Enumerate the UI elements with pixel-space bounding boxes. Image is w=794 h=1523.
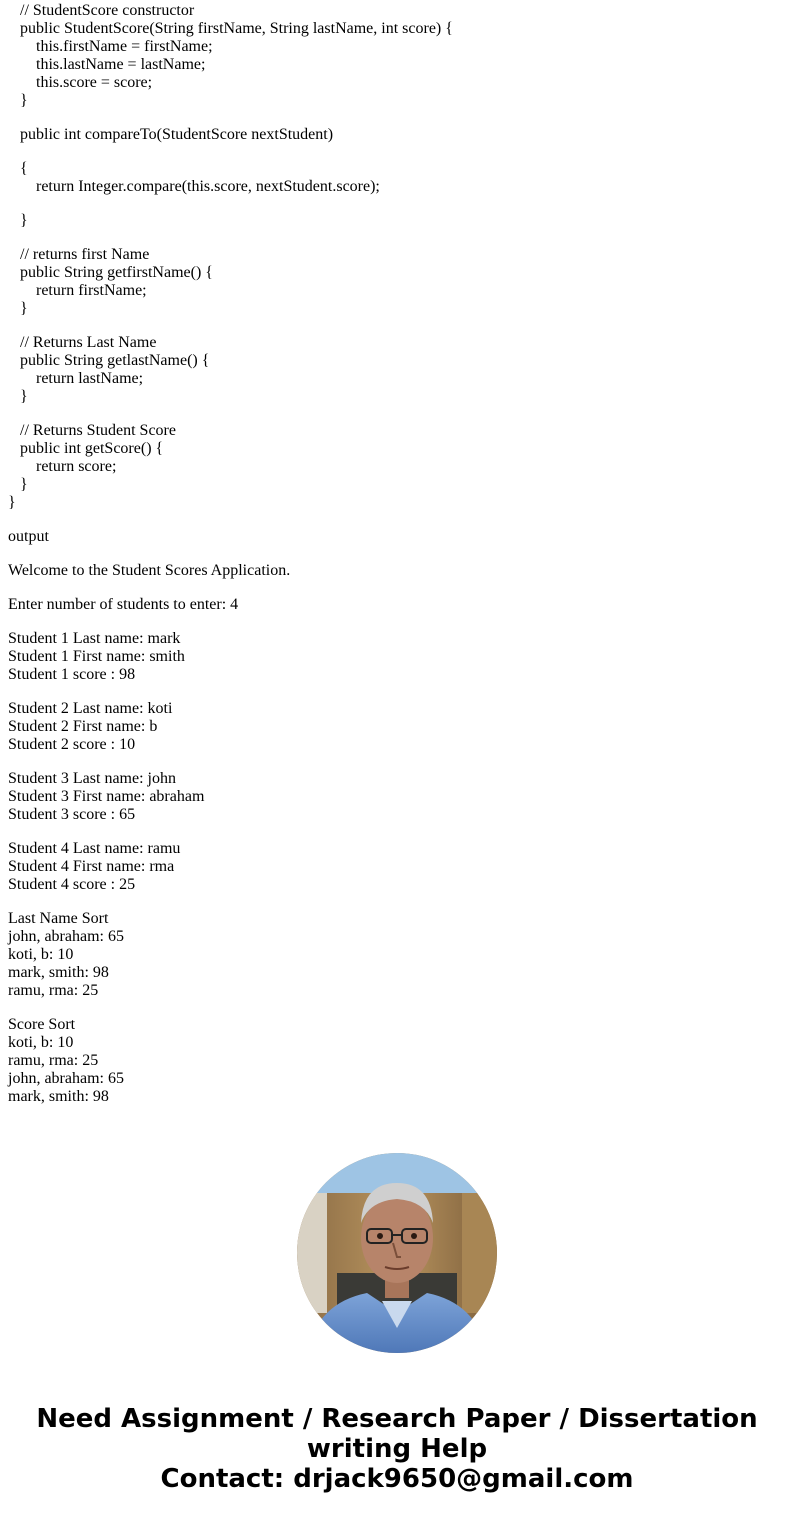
promo-line: writing Help xyxy=(306,1434,488,1464)
code-line: return score; xyxy=(36,458,117,475)
student-score: Student 1 score : 98 xyxy=(8,666,136,683)
student-count-prompt: Enter number of students to enter: 4 xyxy=(8,596,239,613)
student-last-name: Student 2 Last name: koti xyxy=(8,700,173,717)
student-score: Student 3 score : 65 xyxy=(8,806,136,823)
student-last-name: Student 1 Last name: mark xyxy=(8,630,181,647)
code-line: } xyxy=(8,494,16,511)
code-line: public int compareTo(StudentScore nextStudent) xyxy=(20,126,334,143)
welcome-text: Welcome to the Student Scores Application. xyxy=(8,562,291,579)
code-line: } xyxy=(20,212,28,229)
student-score: Student 2 score : 10 xyxy=(8,736,136,753)
code-line: return Integer.compare(this.score, nextStudent.score); xyxy=(36,178,380,195)
code-line: public int getScore() { xyxy=(20,440,164,457)
output-heading: output xyxy=(8,528,49,545)
sorted-row: ramu, rma: 25 xyxy=(8,1052,99,1069)
avatar-portrait-icon xyxy=(297,1153,497,1353)
code-line: public String getlastName() { xyxy=(20,352,210,369)
code-comment: // returns first Name xyxy=(20,246,150,263)
avatar xyxy=(297,1153,497,1353)
student-first-name: Student 3 First name: abraham xyxy=(8,788,205,805)
student-last-name: Student 3 Last name: john xyxy=(8,770,176,787)
code-line: { xyxy=(20,160,28,177)
sorted-row: john, abraham: 65 xyxy=(8,928,124,945)
code-comment: // Returns Last Name xyxy=(20,334,157,351)
code-line: public String getfirstName() { xyxy=(20,264,213,281)
student-last-name: Student 4 Last name: ramu xyxy=(8,840,181,857)
student-entry xyxy=(8,840,788,894)
code-line: } xyxy=(20,92,28,109)
student-first-name: Student 2 First name: b xyxy=(8,718,158,735)
promo-banner xyxy=(0,1404,794,1494)
student-entry xyxy=(8,630,788,684)
document-body xyxy=(8,2,788,1106)
sorted-row: mark, smith: 98 xyxy=(8,964,109,981)
section-title: Last Name Sort xyxy=(8,910,109,927)
sorted-row: koti, b: 10 xyxy=(8,946,74,963)
student-entry xyxy=(8,700,788,754)
sorted-row: john, abraham: 65 xyxy=(8,1070,124,1087)
code-line: this.score = score; xyxy=(36,74,153,91)
code-line: } xyxy=(20,476,28,493)
sorted-row: mark, smith: 98 xyxy=(8,1088,109,1105)
code-line: this.firstName = firstName; xyxy=(36,38,213,55)
section-title: Score Sort xyxy=(8,1016,76,1033)
last-name-sort-section xyxy=(8,910,788,1000)
sorted-row: koti, b: 10 xyxy=(8,1034,74,1051)
code-line: return lastName; xyxy=(36,370,144,387)
student-score: Student 4 score : 25 xyxy=(8,876,136,893)
student-entry xyxy=(8,770,788,824)
student-first-name: Student 1 First name: smith xyxy=(8,648,185,665)
promo-contact: Contact: drjack9650@gmail.com xyxy=(160,1464,634,1494)
code-line: } xyxy=(20,388,28,405)
score-sort-section xyxy=(8,1016,788,1106)
code-line: return firstName; xyxy=(36,282,147,299)
code-comment: // StudentScore constructor xyxy=(20,2,195,19)
code-line: this.lastName = lastName; xyxy=(36,56,206,73)
sorted-row: ramu, rma: 25 xyxy=(8,982,99,999)
promo-line: Need Assignment / Research Paper / Dissertation xyxy=(36,1404,758,1434)
student-first-name: Student 4 First name: rma xyxy=(8,858,175,875)
code-line: } xyxy=(20,300,28,317)
code-comment: // Returns Student Score xyxy=(20,422,176,439)
code-line: public StudentScore(String firstName, String lastName, int score) { xyxy=(20,20,453,37)
